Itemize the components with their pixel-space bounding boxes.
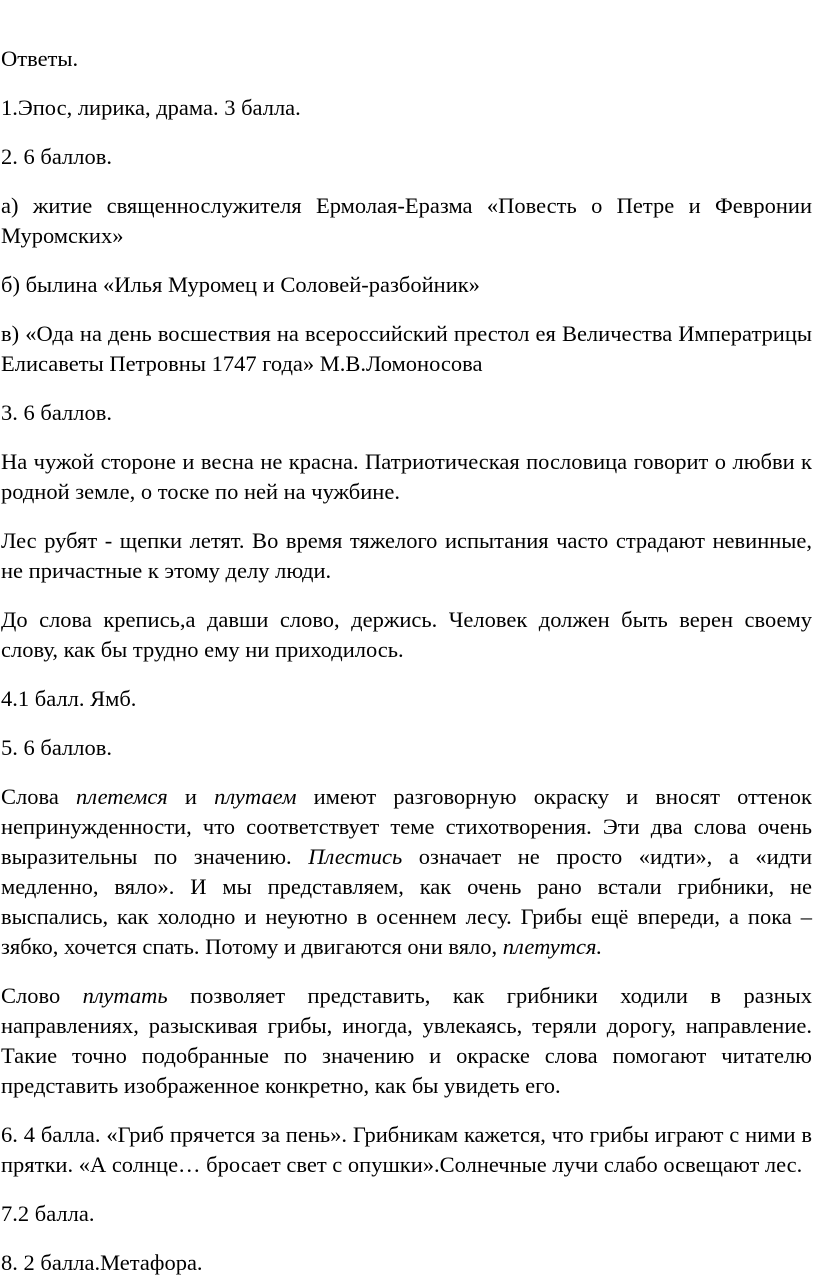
italic-word: плутать [82,983,168,1008]
answers-heading: Ответы. [1,46,79,71]
answer-3-proverb-2: Лес рубят - щепки летят. Во время тяжелого испытания часто страдают невинные, не причастные к этому делу люди. [1,528,812,583]
answer-5-title: 5. 6 баллов. [1,735,112,760]
italic-word: Плестись [308,844,403,869]
answer-3-title: 3. 6 баллов. [1,400,112,425]
answer-6: 6. 4 балла. «Гриб прячется за пень». Грибникам кажется, что грибы играют с ними в прятки. «А солнце… бросает свет с опушки».Солнечные лучи слабо освещают лес. [1,1122,812,1177]
answer-3-proverb-1: На чужой стороне и весна не красна. Патриотическая пословица говорит о любви к родной земле, о тоске по ней на чужбине. [1,449,812,504]
italic-word: плетемся [75,784,168,809]
italic-word: плутаем [214,784,297,809]
italic-word: плетутся. [502,934,603,959]
answer-8: 8. 2 балла.Метафора. [1,1250,203,1275]
text-run: позволяет представить, как грибники ходили в разных направлениях, разыскивая грибы, иногда, увлекаясь, теряли дорогу, направление. Такие точно подобранные по значению и окраске слова помогают читателю представить изображенное конкретно, как бы увидеть его. [1,983,812,1098]
answer-2a: а) житие священнослужителя Ермолая-Еразма «Повесть о Петре и Февронии Муромских» [1,193,812,248]
answer-1: 1.Эпос, лирика, драма. 3 балла. [1,95,301,120]
text-run: Слова [1,784,76,809]
answer-5-paragraph-1 [1,782,812,962]
answer-7: 7.2 балла. [1,1201,95,1226]
text-run: означает не просто «идти», а «идти медленно, вяло». И мы представляем, как очень рано встали грибники, не выспались, как холодно и неуютно в осеннем лесу. Грибы ещё впереди, а пока – зябко, хочется спать. Потому и двигаются они вяло, [1,844,813,959]
text-run: имеют разговорную окраску и вносят оттенок непринужденности, что соответствует теме стихотворения. Эти два слова очень выразительны по значению. [1,784,812,869]
text-run: и [167,784,215,809]
answer-3-proverb-3: До слова крепись,а давши слово, держись. Человек должен быть верен своему слову, как бы трудно ему ни приходилось. [1,607,812,662]
answer-2-title: 2. 6 баллов. [1,144,112,169]
answer-2c: в) «Ода на день восшествия на всероссийский престол ея Величества Императрицы Елисаветы Петровны 1747 года» М.В.Ломоносова [1,321,812,376]
text-run: Слово [1,983,83,1008]
answer-5-paragraph-2 [1,981,812,1101]
answer-4: 4.1 балл. Ямб. [1,686,137,711]
answer-2b: б) былина «Илья Муромец и Соловей-разбойник» [1,272,480,297]
